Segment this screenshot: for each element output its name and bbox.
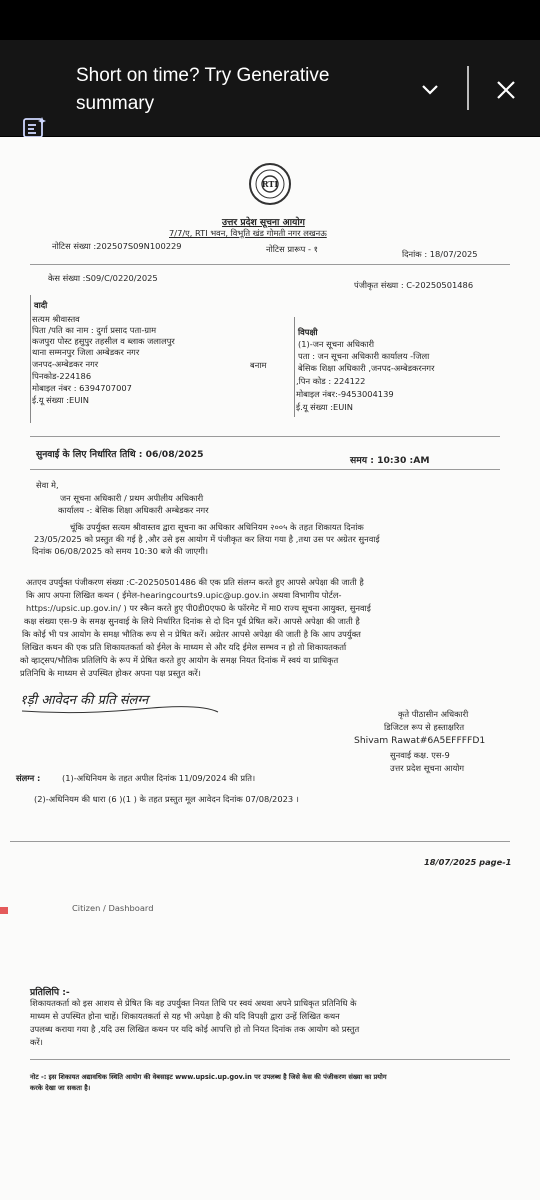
plaintiff-line: पिता /पति का नाम : दुर्गा प्रसाद पता-ग्राम	[32, 325, 157, 335]
plaintiff-line: ई.यू संख्या :EUIN	[32, 395, 89, 405]
commission-name: उत्तर प्रदेश सूचना आयोग	[222, 217, 305, 228]
hearing-time: समय : 10:30 :AM	[350, 455, 430, 466]
defendant-title: विपक्षी	[298, 327, 318, 337]
plaintiff-line: जनपद-अम्बेडकर नगर	[32, 359, 99, 369]
addressee-line: जन सूचना अधिकारी / प्रथम अपीलीय अधिकारी	[60, 493, 204, 503]
copy-line: करें।	[30, 1037, 43, 1047]
para1-line: दिनांक 06/08/2025 को समय 10:30 बजे की जाएगी।	[32, 546, 209, 556]
commission-address: 7/7/ए, RTI भवन, विभूति खंड गोमती नगर लखनऊ	[169, 228, 327, 238]
plaintiff-line: थाना सम्मनपुर जिला अम्बेडकर नगर	[32, 347, 140, 357]
copy-title: प्रतिलिपि :-	[30, 987, 70, 998]
versus-label: बनाम	[250, 360, 267, 370]
plaintiff-line: मोबाइल नंबर : 6394707007	[32, 383, 132, 393]
para2-line: कि आप अपना लिखित कथन ( ईमेल-hearingcourts9.upic@up.gov.in अथवा विभागीय पोर्टल-	[26, 590, 342, 600]
plaintiff-line: पिनकोड-224186	[32, 371, 92, 381]
page-footer: 18/07/2025 page-1	[424, 857, 512, 867]
copy-line: शिकायतकर्ता को इस आशय से प्रेषित कि वह उपर्युक्त नियत तिथि पर स्वयं अथवा अपने प्राधिकृत प्रतिनिधि के	[30, 998, 357, 1008]
parties-rule	[30, 436, 500, 437]
para2-line: अतएव उपर्युक्त पंजीकरण संख्या :C-20250501486 की एक प्रति संलग्न करते हुए आपसे अपेक्षा की जाती है	[26, 577, 364, 587]
salutation: सेवा मे,	[36, 480, 59, 490]
plaintiff-title: वादी	[34, 300, 48, 310]
copy-line: उपलब्ध कराया गया है ,यदि उस लिखित कथन पर यदि कोई आपत्ति हो तो नियत दिनांक तक आयोग को प्रस्तुत	[30, 1024, 360, 1034]
enclosure-item: (1)-अधिनियम के तहत अपील दिनांक 11/09/2024 की प्रति।	[62, 773, 256, 783]
handwritten-note: १ड़ी आवेदन की प्रति संलग्न	[20, 693, 149, 708]
close-icon[interactable]	[492, 76, 520, 104]
para1-line: चूंकि उपर्युक्त सत्यम श्रीवास्तव द्वारा सूचना का अधिकार अधिनियम २००५ के तहत शिकायत दिनांक	[70, 522, 364, 532]
signature-line: सुनवाई कक्ष. एस-9	[390, 750, 450, 760]
para2-line: को व्हाट्सप/भौतिक प्रतिलिपि के रूप में प्रेषित करते हुए आयोग के समक्ष नियत दिनांक में स्वयं या प्राधिकृत	[20, 655, 339, 665]
rti-seal-logo	[248, 162, 292, 206]
header-rule	[30, 264, 510, 265]
citizen-dashboard-label: Citizen / Dashboard	[72, 903, 154, 913]
hearing-rule	[30, 469, 500, 470]
plaintiff-line: सत्यम श्रीवास्तव	[32, 314, 80, 324]
banner-divider	[467, 66, 469, 110]
hearing-date: सुनवाई के लिए निर्धारित तिथि : 06/08/2025	[36, 449, 204, 460]
page-edge-mark	[0, 907, 8, 914]
defendant-line: मोबाइल नंबर:-9453004139	[296, 389, 394, 399]
svg-text:RTI: RTI	[261, 179, 279, 189]
enclosures-label: संलग्न :	[16, 773, 41, 783]
chevron-down-icon[interactable]	[418, 80, 442, 100]
note-line: नोट -: इस शिकायत अद्यावधिक स्थिति आयोग की वेबसाइट www.upsic.up.gov.in पर उपलब्ध है जिसे केस की पंजीकरण संख्या का प्रयोग	[30, 1073, 387, 1081]
handwritten-underline	[20, 703, 220, 719]
registration-number: पंजीकृत संख्या : C-20250501486	[354, 280, 474, 290]
defendant-line: ई.यू संख्या :EUIN	[296, 402, 353, 412]
para2-line: कक्ष संख्या एस-9 के समक्ष सुनवाई के लिये निर्धारित दिनांक से दो दिन पूर्व प्रेषित करें। आपसे अपेक्षा की जाती है	[24, 616, 360, 626]
plaintiff-border	[30, 295, 31, 423]
note-rule	[30, 1059, 510, 1060]
copy-line: माध्यम से उपस्थित होना चाहें। शिकायतकर्ता से यह भी अपेक्षा है की यदि विपक्षी द्वारा उन्हें लिखित कथन	[30, 1011, 340, 1021]
notice-number: नोटिस संख्या :202507S09N100229	[52, 241, 182, 251]
para2-line: https://upsic.up.gov.in/ ) पर स्कैन करते हुए पी0डी0एफ0 के फॉरमेट में मा0 राज्य सूचना आयुक्त, सुनवाई	[26, 603, 371, 613]
signature-line: उत्तर प्रदेश सूचना आयोग	[390, 763, 465, 773]
signature-line: डिजिटल रूप से हस्ताक्षरित	[384, 722, 465, 732]
document-page	[0, 137, 540, 1200]
defendant-line: बेसिक शिक्षा अधिकारी ,जनपद-अम्बेडकरनगर	[298, 363, 435, 373]
defendant-line: पता : जन सूचना अधिकारी कार्यालय -जिला	[298, 351, 430, 361]
defendant-line: ,पिन कोड : 224122	[296, 376, 366, 386]
para1-line: 23/05/2025 को प्रस्तुत की गई है ,और उसे इस आयोग में पंजीकृत कर लिया गया है ,तथा उस पर अग्रेतर सुनवाई	[34, 534, 380, 544]
defendant-border	[294, 317, 295, 417]
para2-line: लिखित कथन की एक प्रति शिकायतकर्ता को ईमेल के माध्यम से और यदि ईमेल सम्भव न हो तो शिकायतकर्ता	[22, 642, 347, 652]
notice-date: दिनांक : 18/07/2025	[402, 249, 478, 259]
para2-line: कि कोई भी पत्र आयोग के समक्ष भौतिक रूप से न प्रेषित करें। अग्रेतर आपसे अपेक्षा की जाती है कि आप उपर्युक्त	[22, 629, 361, 639]
note-line: करके देखा जा सकता है।	[30, 1084, 91, 1092]
case-number: केस संख्या :S09/C/0220/2025	[48, 273, 158, 283]
addressee-line: कार्यालय -: बेसिक शिक्षा अधिकारी अम्बेडकर नगर	[58, 505, 209, 515]
defendant-line: (1)-जन सूचना अधिकारी	[298, 339, 375, 349]
notice-form: नोटिस प्रारूप - १	[266, 244, 318, 254]
signature-line: कृते पीठासीन अधिकारी	[398, 709, 469, 719]
para2-line: प्रतिनिधि के माध्यम से उपस्थित होकर अपना पक्ष प्रस्तुत करें।	[20, 668, 201, 678]
enclosure-item: (2)-अधिनियम की धारा (6 )(1 ) के तहत प्रस्तुत मूल आवेदन दिनांक 07/08/2023 ।	[34, 794, 299, 804]
banner-title[interactable]: Short on time? Try Generative summary	[76, 65, 330, 114]
signature-id: Shivam Rawat#6A5EFFFFD1	[354, 735, 486, 746]
page-end-rule	[10, 841, 510, 842]
plaintiff-line: कजपुरा पोस्ट हसुपुर तहसील व ब्लाक जलालपुर	[32, 336, 175, 346]
